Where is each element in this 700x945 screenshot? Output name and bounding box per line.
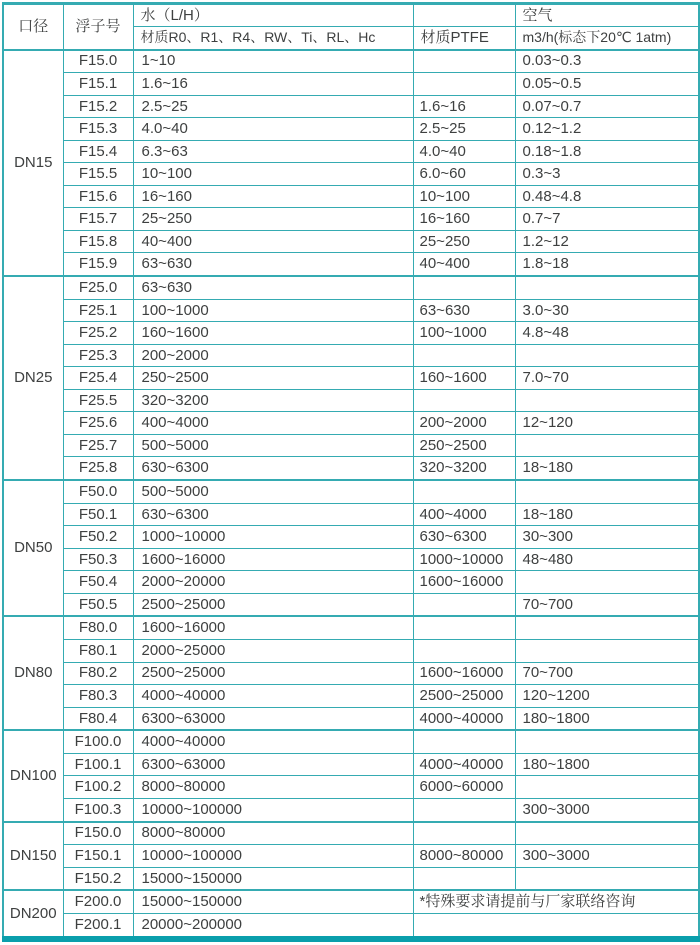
table-row <box>3 480 699 503</box>
special-note-cell: *特殊要求请提前与厂家联络咨询 <box>413 890 699 913</box>
float-number-cell: F50.1 <box>63 503 133 526</box>
diameter-cell: DN100 <box>3 730 63 821</box>
air-range-cell: 0.05~0.5 <box>515 73 699 96</box>
air-range-cell: 3.0~30 <box>515 299 699 322</box>
table-row <box>3 776 699 799</box>
water-range-cell: 160~1600 <box>133 322 413 345</box>
table-row <box>3 50 699 73</box>
float-number-cell: F100.0 <box>63 730 133 753</box>
ptfe-range-cell <box>413 867 515 890</box>
ptfe-range-cell: 250~2500 <box>413 434 515 457</box>
table-row <box>3 890 699 913</box>
float-number-cell: F25.1 <box>63 299 133 322</box>
air-range-cell: 0.7~7 <box>515 208 699 231</box>
air-range-cell: 0.07~0.7 <box>515 95 699 118</box>
ptfe-range-cell: 40~400 <box>413 253 515 276</box>
air-range-cell: 0.12~1.2 <box>515 118 699 141</box>
table-row <box>3 753 699 776</box>
water-range-cell: 200~2000 <box>133 344 413 367</box>
header-row-1 <box>3 4 699 27</box>
ptfe-range-cell: 4.0~40 <box>413 140 515 163</box>
diameter-cell: DN80 <box>3 616 63 730</box>
table-row <box>3 73 699 96</box>
air-range-cell <box>515 434 699 457</box>
diameter-cell: DN150 <box>3 822 63 891</box>
float-number-cell: F50.5 <box>63 593 133 616</box>
header-air-title: 空气 <box>515 4 699 27</box>
water-range-cell: 16~160 <box>133 185 413 208</box>
diameter-cell: DN50 <box>3 480 63 616</box>
float-number-cell: F80.3 <box>63 685 133 708</box>
float-number-cell: F50.0 <box>63 480 133 503</box>
float-number-cell: F100.2 <box>63 776 133 799</box>
float-number-cell: F80.0 <box>63 616 133 639</box>
water-range-cell: 6300~63000 <box>133 707 413 730</box>
water-range-cell: 20000~200000 <box>133 913 413 939</box>
float-number-cell: F15.8 <box>63 230 133 253</box>
water-range-cell: 25~250 <box>133 208 413 231</box>
float-number-cell: F50.2 <box>63 526 133 549</box>
air-range-cell: 30~300 <box>515 526 699 549</box>
table-row <box>3 118 699 141</box>
water-range-cell: 4000~40000 <box>133 730 413 753</box>
header-ptfe-material: 材质PTFE <box>413 27 515 50</box>
table-row <box>3 571 699 594</box>
water-range-cell: 2000~25000 <box>133 640 413 663</box>
float-number-cell: F25.8 <box>63 457 133 480</box>
air-range-cell <box>515 640 699 663</box>
float-number-cell: F15.4 <box>63 140 133 163</box>
table-row <box>3 593 699 616</box>
table-row <box>3 412 699 435</box>
ptfe-range-cell <box>413 50 515 73</box>
ptfe-range-cell: 1600~16000 <box>413 662 515 685</box>
header-water-spacer <box>413 4 515 27</box>
water-range-cell: 630~6300 <box>133 503 413 526</box>
air-range-cell: 300~3000 <box>515 798 699 821</box>
table-row <box>3 434 699 457</box>
header-air-unit: m3/h(标态下20℃ 1atm) <box>515 27 699 50</box>
water-range-cell: 63~630 <box>133 253 413 276</box>
water-range-cell: 10000~100000 <box>133 798 413 821</box>
table-row <box>3 322 699 345</box>
air-range-cell: 180~1800 <box>515 753 699 776</box>
table-row <box>3 707 699 730</box>
ptfe-range-cell: 4000~40000 <box>413 707 515 730</box>
float-number-cell: F25.2 <box>63 322 133 345</box>
ptfe-range-cell: 10~100 <box>413 185 515 208</box>
float-number-cell: F50.3 <box>63 548 133 571</box>
float-number-cell: F15.5 <box>63 163 133 186</box>
air-range-cell <box>515 822 699 845</box>
table-row <box>3 95 699 118</box>
ptfe-range-cell <box>413 276 515 299</box>
ptfe-range-cell: 6.0~60 <box>413 163 515 186</box>
water-range-cell: 6300~63000 <box>133 753 413 776</box>
ptfe-range-cell: 25~250 <box>413 230 515 253</box>
ptfe-range-cell: 2.5~25 <box>413 118 515 141</box>
water-range-cell: 15000~150000 <box>133 890 413 913</box>
ptfe-range-cell: 630~6300 <box>413 526 515 549</box>
float-number-cell: F15.6 <box>63 185 133 208</box>
table-row <box>3 208 699 231</box>
float-number-cell: F25.4 <box>63 367 133 390</box>
empty-merged-cell <box>413 913 699 939</box>
ptfe-range-cell: 63~630 <box>413 299 515 322</box>
water-range-cell: 320~3200 <box>133 389 413 412</box>
float-number-cell: F15.7 <box>63 208 133 231</box>
water-range-cell: 400~4000 <box>133 412 413 435</box>
ptfe-range-cell: 1600~16000 <box>413 571 515 594</box>
air-range-cell: 12~120 <box>515 412 699 435</box>
table-row <box>3 253 699 276</box>
header-float-number: 浮子号 <box>63 4 133 50</box>
air-range-cell: 18~180 <box>515 503 699 526</box>
air-range-cell: 7.0~70 <box>515 367 699 390</box>
air-range-cell: 300~3000 <box>515 845 699 868</box>
table-header <box>3 4 699 50</box>
ptfe-range-cell: 1000~10000 <box>413 548 515 571</box>
water-range-cell: 500~5000 <box>133 480 413 503</box>
air-range-cell: 1.2~12 <box>515 230 699 253</box>
water-range-cell: 8000~80000 <box>133 776 413 799</box>
ptfe-range-cell <box>413 73 515 96</box>
ptfe-range-cell <box>413 730 515 753</box>
ptfe-range-cell <box>413 480 515 503</box>
table-row <box>3 662 699 685</box>
float-number-cell: F200.0 <box>63 890 133 913</box>
table-row <box>3 367 699 390</box>
water-range-cell: 4000~40000 <box>133 685 413 708</box>
diameter-cell: DN25 <box>3 276 63 480</box>
water-range-cell: 15000~150000 <box>133 867 413 890</box>
table-row <box>3 640 699 663</box>
table-row <box>3 616 699 639</box>
air-range-cell <box>515 730 699 753</box>
float-number-cell: F15.0 <box>63 50 133 73</box>
water-range-cell: 2000~20000 <box>133 571 413 594</box>
air-range-cell <box>515 389 699 412</box>
header-diameter: 口径 <box>3 4 63 50</box>
water-range-cell: 500~5000 <box>133 434 413 457</box>
table-row <box>3 867 699 890</box>
air-range-cell <box>515 776 699 799</box>
air-range-cell: 70~700 <box>515 593 699 616</box>
diameter-cell: DN200 <box>3 890 63 939</box>
table-row <box>3 526 699 549</box>
water-range-cell: 630~6300 <box>133 457 413 480</box>
air-range-cell: 18~180 <box>515 457 699 480</box>
air-range-cell: 48~480 <box>515 548 699 571</box>
water-range-cell: 10000~100000 <box>133 845 413 868</box>
float-number-cell: F25.6 <box>63 412 133 435</box>
table-row <box>3 163 699 186</box>
air-range-cell <box>515 344 699 367</box>
air-range-cell <box>515 867 699 890</box>
float-number-cell: F25.5 <box>63 389 133 412</box>
ptfe-range-cell <box>413 389 515 412</box>
table-row <box>3 276 699 299</box>
ptfe-range-cell <box>413 798 515 821</box>
float-number-cell: F100.3 <box>63 798 133 821</box>
table-body <box>3 50 699 940</box>
ptfe-range-cell: 400~4000 <box>413 503 515 526</box>
table-row <box>3 185 699 208</box>
ptfe-range-cell <box>413 616 515 639</box>
float-number-cell: F80.4 <box>63 707 133 730</box>
float-number-cell: F25.0 <box>63 276 133 299</box>
float-number-cell: F200.1 <box>63 913 133 939</box>
ptfe-range-cell: 2500~25000 <box>413 685 515 708</box>
water-range-cell: 1000~10000 <box>133 526 413 549</box>
ptfe-range-cell: 4000~40000 <box>413 753 515 776</box>
flowmeter-spec-table <box>2 2 700 942</box>
water-range-cell: 6.3~63 <box>133 140 413 163</box>
table-row <box>3 344 699 367</box>
air-range-cell <box>515 480 699 503</box>
water-range-cell: 100~1000 <box>133 299 413 322</box>
float-number-cell: F25.7 <box>63 434 133 457</box>
ptfe-range-cell: 100~1000 <box>413 322 515 345</box>
table-row <box>3 845 699 868</box>
ptfe-range-cell: 1.6~16 <box>413 95 515 118</box>
water-range-cell: 1600~16000 <box>133 616 413 639</box>
water-range-cell: 4.0~40 <box>133 118 413 141</box>
air-range-cell: 0.3~3 <box>515 163 699 186</box>
table-row <box>3 913 699 939</box>
water-range-cell: 1600~16000 <box>133 548 413 571</box>
water-range-cell: 1~10 <box>133 50 413 73</box>
water-range-cell: 8000~80000 <box>133 822 413 845</box>
float-number-cell: F25.3 <box>63 344 133 367</box>
table-row <box>3 685 699 708</box>
water-range-cell: 40~400 <box>133 230 413 253</box>
table-row <box>3 299 699 322</box>
table-row <box>3 230 699 253</box>
table-row <box>3 503 699 526</box>
ptfe-range-cell <box>413 344 515 367</box>
air-range-cell: 4.8~48 <box>515 322 699 345</box>
float-number-cell: F15.3 <box>63 118 133 141</box>
ptfe-range-cell: 320~3200 <box>413 457 515 480</box>
air-range-cell <box>515 616 699 639</box>
air-range-cell <box>515 276 699 299</box>
float-number-cell: F100.1 <box>63 753 133 776</box>
water-range-cell: 2500~25000 <box>133 593 413 616</box>
table-row <box>3 822 699 845</box>
table-row <box>3 730 699 753</box>
water-range-cell: 250~2500 <box>133 367 413 390</box>
air-range-cell: 120~1200 <box>515 685 699 708</box>
air-range-cell: 0.48~4.8 <box>515 185 699 208</box>
float-number-cell: F50.4 <box>63 571 133 594</box>
float-number-cell: F80.2 <box>63 662 133 685</box>
header-water-title: 水（L/H） <box>133 4 413 27</box>
table-row <box>3 548 699 571</box>
air-range-cell: 0.18~1.8 <box>515 140 699 163</box>
ptfe-range-cell: 16~160 <box>413 208 515 231</box>
ptfe-range-cell: 160~1600 <box>413 367 515 390</box>
table-row <box>3 140 699 163</box>
ptfe-range-cell <box>413 822 515 845</box>
air-range-cell: 1.8~18 <box>515 253 699 276</box>
air-range-cell: 70~700 <box>515 662 699 685</box>
float-number-cell: F15.9 <box>63 253 133 276</box>
water-range-cell: 2500~25000 <box>133 662 413 685</box>
table-row <box>3 798 699 821</box>
ptfe-range-cell: 8000~80000 <box>413 845 515 868</box>
air-range-cell: 180~1800 <box>515 707 699 730</box>
ptfe-range-cell: 6000~60000 <box>413 776 515 799</box>
water-range-cell: 63~630 <box>133 276 413 299</box>
water-range-cell: 10~100 <box>133 163 413 186</box>
header-water-material: 材质R0、R1、R4、RW、Ti、RL、Hc <box>133 27 413 50</box>
table-row <box>3 389 699 412</box>
ptfe-range-cell <box>413 593 515 616</box>
float-number-cell: F150.1 <box>63 845 133 868</box>
float-number-cell: F150.0 <box>63 822 133 845</box>
ptfe-range-cell: 200~2000 <box>413 412 515 435</box>
float-number-cell: F15.1 <box>63 73 133 96</box>
air-range-cell <box>515 571 699 594</box>
diameter-cell: DN15 <box>3 50 63 277</box>
float-number-cell: F15.2 <box>63 95 133 118</box>
table-row <box>3 457 699 480</box>
water-range-cell: 1.6~16 <box>133 73 413 96</box>
air-range-cell: 0.03~0.3 <box>515 50 699 73</box>
float-number-cell: F80.1 <box>63 640 133 663</box>
water-range-cell: 2.5~25 <box>133 95 413 118</box>
ptfe-range-cell <box>413 640 515 663</box>
float-number-cell: F150.2 <box>63 867 133 890</box>
